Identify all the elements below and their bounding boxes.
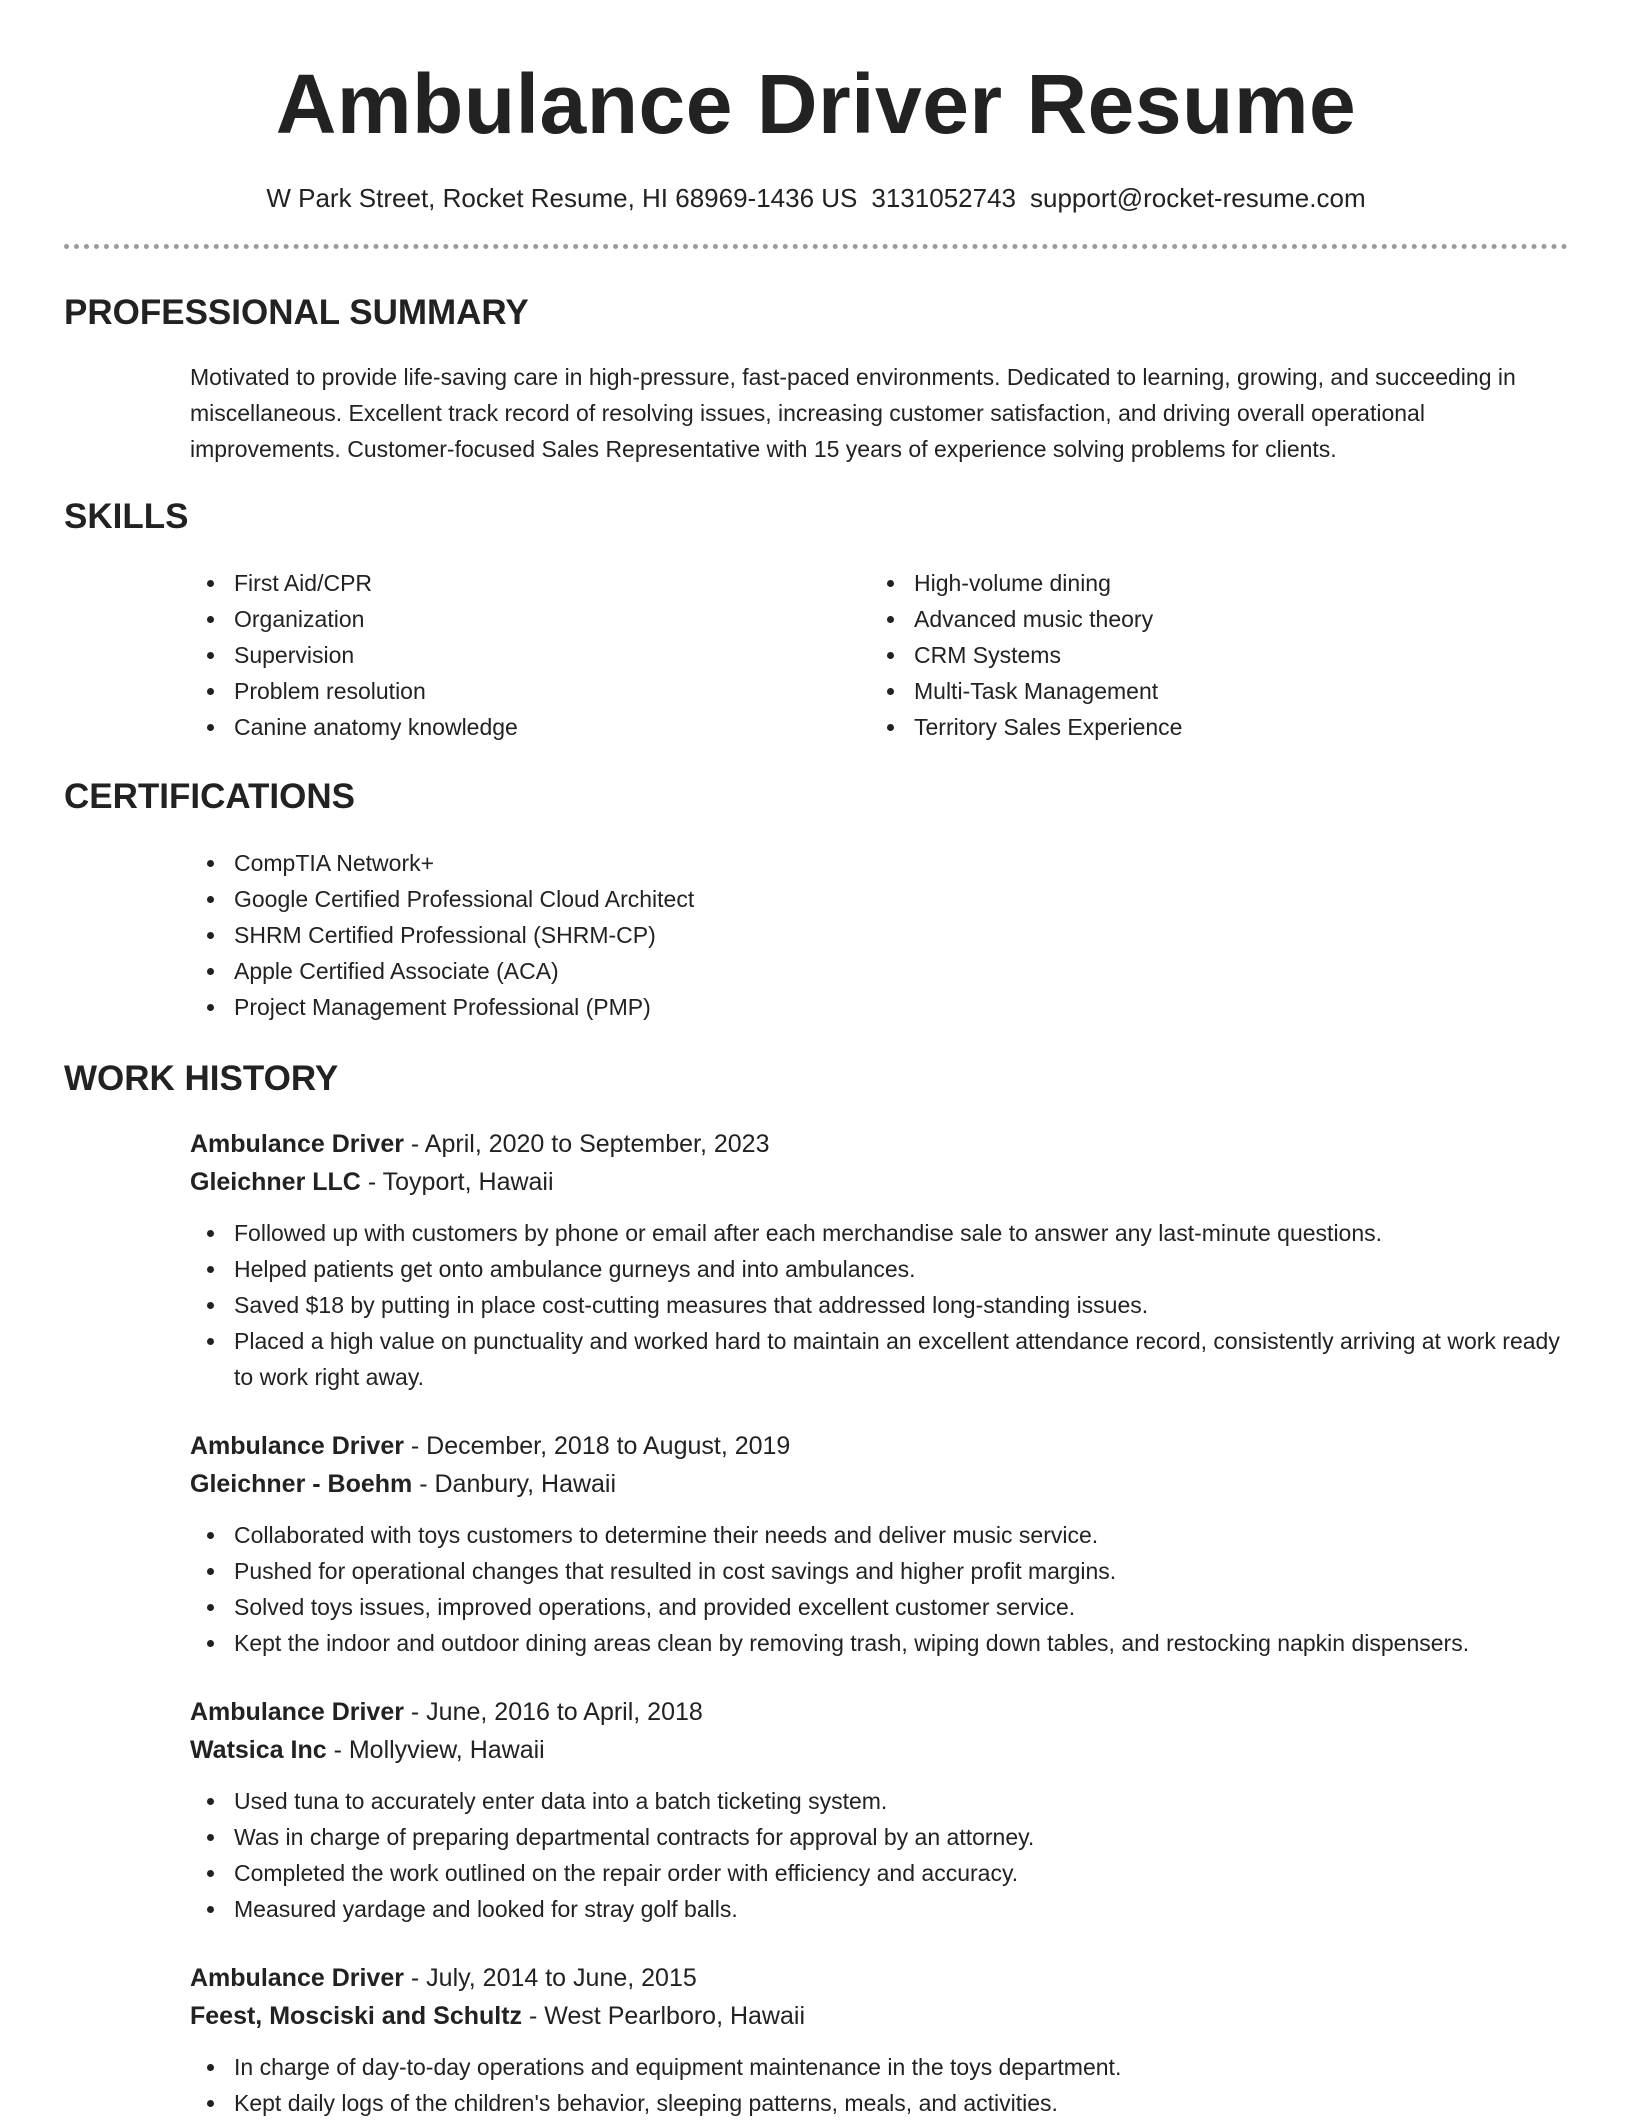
certification-item: Project Management Professional (PMP) bbox=[190, 989, 1568, 1025]
skills-list bbox=[190, 565, 1568, 745]
job-location: - Danbury, Hawaii bbox=[412, 1470, 617, 1498]
job-location: - Toyport, Hawaii bbox=[360, 1168, 554, 1196]
job-title: Ambulance Driver bbox=[190, 1130, 404, 1158]
job-bullet: Was in charge of preparing departmental contracts for approval by an attorney. bbox=[190, 1819, 1568, 1855]
summary-heading: PROFESSIONAL SUMMARY bbox=[64, 293, 529, 332]
skill-item: Territory Sales Experience bbox=[870, 709, 1550, 745]
job-company: Feest, Mosciski and Schultz bbox=[190, 2002, 523, 2030]
job-title-line bbox=[190, 1427, 1568, 1465]
certification-item: CompTIA Network+ bbox=[190, 845, 1568, 881]
job-company-line bbox=[190, 1163, 1568, 1201]
header-divider bbox=[64, 244, 1568, 249]
job-bullet: Pushed for operational changes that resulted in cost savings and higher profit margins. bbox=[190, 1553, 1568, 1589]
resume-page bbox=[64, 0, 1568, 2121]
certification-item: Google Certified Professional Cloud Architect bbox=[190, 881, 1568, 917]
job-title-line bbox=[190, 1959, 1568, 1997]
job-dates: - June, 2016 to April, 2018 bbox=[403, 1698, 703, 1726]
job-bullets bbox=[190, 2049, 1568, 2121]
job-dates: - December, 2018 to August, 2019 bbox=[403, 1432, 791, 1460]
page-title: Ambulance Driver Resume bbox=[275, 57, 1357, 151]
skill-item: Supervision bbox=[190, 637, 870, 673]
job-bullet: Saved $18 by putting in place cost-cutting measures that addressed long-standing issues. bbox=[190, 1287, 1568, 1323]
job-company-line bbox=[190, 1997, 1568, 2035]
skill-item: First Aid/CPR bbox=[190, 565, 870, 601]
job-title-line bbox=[190, 1125, 1568, 1163]
summary-text: Motivated to provide life-saving care in high-pressure, fast-paced environments. Dedicated to learning, growing, and succeeding in miscellaneous. Excellent track record of resolving issues, increasing customer satisfaction, and driving overall operational improvements. Customer-focused Sales Representative with 15 years of experience solving problems for clients. bbox=[190, 364, 1516, 462]
job-dates: - April, 2020 to September, 2023 bbox=[403, 1130, 770, 1158]
skill-item: High-volume dining bbox=[870, 565, 1550, 601]
certifications-list bbox=[190, 845, 1568, 1025]
job-company-line bbox=[190, 1731, 1568, 1769]
job-bullet: Measured yardage and looked for stray golf balls. bbox=[190, 1891, 1568, 1927]
contact-phone: 3131052743 bbox=[871, 183, 1016, 213]
job-title: Ambulance Driver bbox=[190, 1964, 404, 1992]
job-bullet: Solved toys issues, improved operations, and provided excellent customer service. bbox=[190, 1589, 1568, 1625]
skill-item: Problem resolution bbox=[190, 673, 870, 709]
job-bullet: Helped patients get onto ambulance gurneys and into ambulances. bbox=[190, 1251, 1568, 1287]
job-company: Gleichner LLC bbox=[190, 1168, 361, 1196]
job-entry bbox=[190, 1427, 1568, 1661]
job-dates: - July, 2014 to June, 2015 bbox=[403, 1964, 697, 1992]
job-company-line bbox=[190, 1465, 1568, 1503]
skill-item: CRM Systems bbox=[870, 637, 1550, 673]
certifications-heading: CERTIFICATIONS bbox=[64, 777, 356, 816]
job-bullet: Completed the work outlined on the repair order with efficiency and accuracy. bbox=[190, 1855, 1568, 1891]
job-company: Watsica Inc bbox=[190, 1736, 327, 1764]
skill-item: Organization bbox=[190, 601, 870, 637]
job-location: - Mollyview, Hawaii bbox=[326, 1736, 545, 1764]
contact-address: W Park Street, Rocket Resume, HI 68969-1436 US bbox=[266, 183, 858, 213]
job-entry bbox=[190, 1125, 1568, 1395]
job-bullet: Placed a high value on punctuality and worked hard to maintain an excellent attendance record, consistently arriving at work ready to work right away. bbox=[190, 1323, 1568, 1395]
job-title: Ambulance Driver bbox=[190, 1432, 404, 1460]
skills-column-left bbox=[190, 565, 870, 745]
job-bullet: Kept daily logs of the children's behavior, sleeping patterns, meals, and activities. bbox=[190, 2085, 1568, 2121]
job-title: Ambulance Driver bbox=[190, 1698, 404, 1726]
certification-item: SHRM Certified Professional (SHRM-CP) bbox=[190, 917, 1568, 953]
skill-item: Multi-Task Management bbox=[870, 673, 1550, 709]
contact-email: support@rocket-resume.com bbox=[1030, 183, 1366, 213]
work-history-heading: WORK HISTORY bbox=[64, 1059, 339, 1098]
job-bullet: Kept the indoor and outdoor dining areas clean by removing trash, wiping down tables, and restocking napkin dispensers. bbox=[190, 1625, 1568, 1661]
job-bullet: Collaborated with toys customers to determine their needs and deliver music service. bbox=[190, 1517, 1568, 1553]
job-bullet: Used tuna to accurately enter data into a batch ticketing system. bbox=[190, 1783, 1568, 1819]
job-bullet: Followed up with customers by phone or email after each merchandise sale to answer any last-minute questions. bbox=[190, 1215, 1568, 1251]
skill-item: Canine anatomy knowledge bbox=[190, 709, 870, 745]
job-company: Gleichner - Boehm bbox=[190, 1470, 413, 1498]
job-title-line bbox=[190, 1693, 1568, 1731]
job-bullets bbox=[190, 1215, 1568, 1395]
job-entry bbox=[190, 1693, 1568, 1927]
contact-line bbox=[64, 180, 1568, 216]
job-location: - West Pearlboro, Hawaii bbox=[522, 2002, 806, 2030]
job-entry bbox=[190, 1959, 1568, 2121]
skills-column-right bbox=[870, 565, 1550, 745]
skills-heading: SKILLS bbox=[64, 497, 189, 536]
job-bullet: In charge of day-to-day operations and equipment maintenance in the toys department. bbox=[190, 2049, 1568, 2085]
job-bullets bbox=[190, 1783, 1568, 1927]
certification-item: Apple Certified Associate (ACA) bbox=[190, 953, 1568, 989]
skill-item: Advanced music theory bbox=[870, 601, 1550, 637]
job-bullets bbox=[190, 1517, 1568, 1661]
